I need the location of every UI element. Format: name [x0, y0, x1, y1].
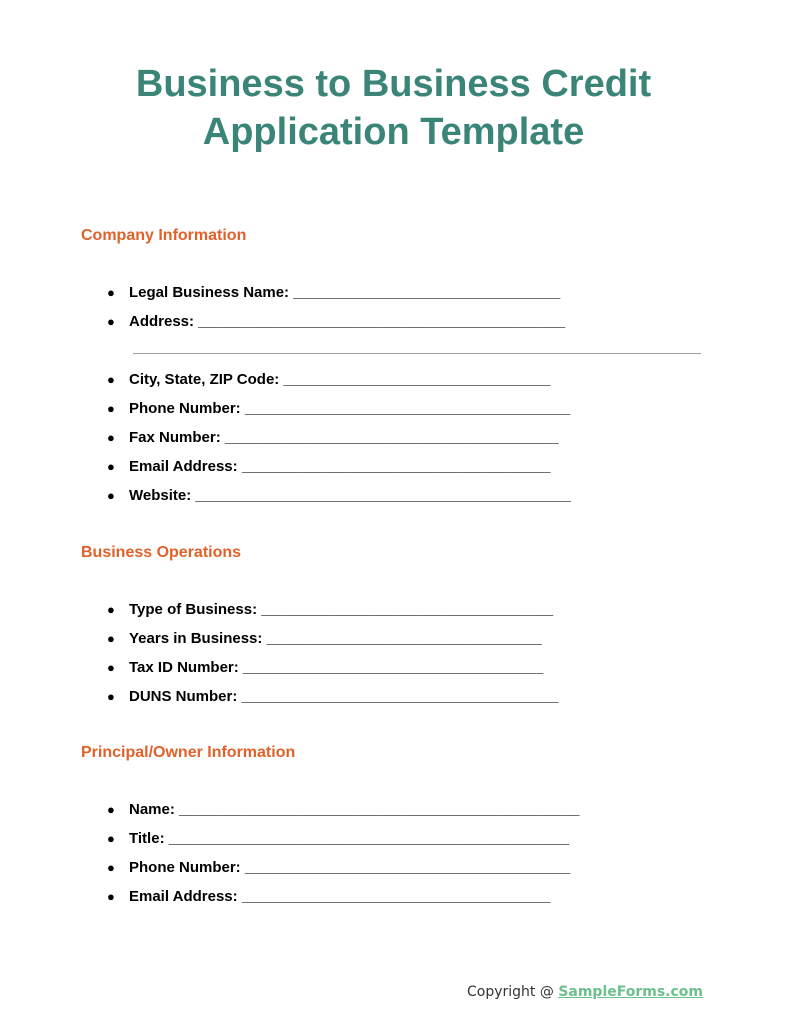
field-label: Tax ID Number: ____________________________________	[129, 659, 544, 676]
field-label: Years in Business: _________________________________	[129, 630, 542, 647]
bullet-icon: ●	[107, 401, 115, 416]
field-label: Name: ________________________________________________	[129, 801, 580, 818]
field-label: Email Address: _____________________________________	[129, 888, 551, 905]
field-label: Type of Business: ___________________________________	[129, 601, 554, 618]
field-label: Title: ________________________________________________	[129, 830, 570, 847]
bullet-icon: ●	[107, 889, 115, 904]
copyright-footer	[467, 983, 703, 1001]
page-title-line-1: Business to Business Credit	[135, 63, 652, 105]
bullet-icon: ●	[107, 860, 115, 875]
bullet-icon: ●	[107, 285, 115, 300]
bullet-icon: ●	[107, 660, 115, 675]
page-title-line-2: Application Template	[202, 111, 585, 153]
sampleforms-link[interactable]: SampleForms.com	[558, 984, 704, 1000]
field-label: Address: ____________________________________________	[129, 313, 566, 330]
field-label: Fax Number: ________________________________________	[129, 429, 559, 446]
field-label: Phone Number: _______________________________________	[129, 859, 571, 876]
bullet-icon: ●	[107, 802, 115, 817]
field-label: Legal Business Name: ________________________________	[129, 284, 561, 301]
field-label: Website: _____________________________________________	[129, 487, 571, 504]
field-label: City, State, ZIP Code: ________________________________	[129, 371, 551, 388]
section-heading-business-operations: Business Operations	[81, 544, 242, 561]
section-heading-principal-owner-information: Principal/Owner Information	[81, 744, 296, 761]
bullet-icon: ●	[107, 831, 115, 846]
field-label: DUNS Number: ______________________________________	[129, 688, 559, 705]
section-heading-company-information: Company Information	[81, 227, 247, 244]
bullet-icon: ●	[107, 602, 115, 617]
bullet-icon: ●	[107, 314, 115, 329]
bullet-icon: ●	[107, 488, 115, 503]
bullet-icon: ●	[107, 372, 115, 387]
copyright-prefix: Copyright @	[467, 984, 559, 1000]
page-title	[0, 60, 787, 156]
bullet-icon: ●	[107, 430, 115, 445]
bullet-icon: ●	[107, 459, 115, 474]
bullet-icon: ●	[107, 689, 115, 704]
bullet-icon: ●	[107, 631, 115, 646]
field-label: Phone Number: _______________________________________	[129, 400, 571, 417]
field-label: Email Address: _____________________________________	[129, 458, 551, 475]
address-continuation-line	[133, 353, 701, 354]
